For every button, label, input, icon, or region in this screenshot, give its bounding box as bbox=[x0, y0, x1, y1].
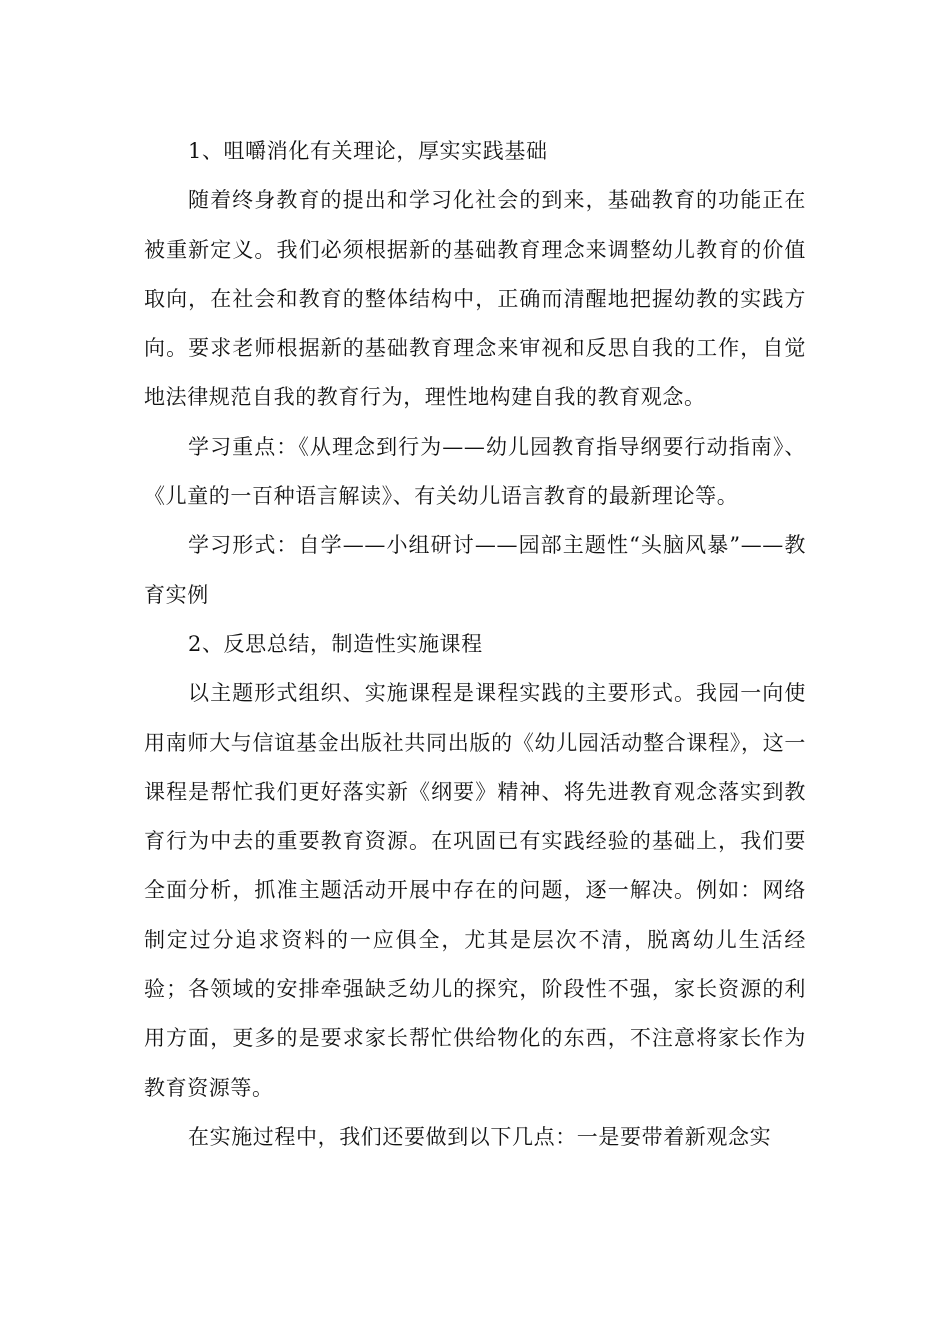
paragraph-study-form: 学习形式：自学——小组研讨——园部主题性“头脑风暴”——教育实例 bbox=[144, 533, 806, 607]
paragraph-background: 随着终身教育的提出和学习化社会的到来，基础教育的功能正在被重新定义。我们必须根据新的基础教育理念来调整幼儿教育的价值取向，在社会和教育的整体结构中，正确而清醒地把握幼教的实践方向。要求老师根据新的基础教育理念来审视和反思自我的工作，自觉地法律规范自我的教育行为，理性地构建自我的教育观念。 bbox=[144, 188, 806, 410]
paragraph-study-focus: 学习重点：《从理念到行为——幼儿园教育指导纲要行动指南》、《儿童的一百种语言解读》、有关幼儿语言教育的最新理论等。 bbox=[144, 434, 806, 509]
section-heading-1: 1、咀嚼消化有关理论，厚实实践基础 bbox=[188, 139, 548, 163]
section-heading-2: 2、反思总结，制造性实施课程 bbox=[188, 631, 483, 656]
paragraph-implementation: 在实施过程中，我们还要做到以下几点：一是要带着新观念实 bbox=[188, 1124, 772, 1149]
document-body bbox=[144, 127, 806, 1162]
paragraph-curriculum: 以主题形式组织、实施课程是课程实践的主要形式。我园一向使用南师大与信谊基金出版社共同出版的《幼儿园活动整合课程》，这一课程是帮忙我们更好落实新《纲要》精神、将先进教育观念落实到教育行为中去的重要教育资源。在巩固已有实践经验的基础上，我们要全面分析，抓准主题活动开展中存在的问题，逐一解决。例如：网络制定过分追求资料的一应俱全，尤其是层次不清，脱离幼儿生活经验；各领域的安排牵强缺乏幼儿的探究，阶段性不强，家长资源的利用方面，更多的是要求家长帮忙供给物化的东西，不注意将家长作为教育资源等。 bbox=[144, 681, 806, 1100]
